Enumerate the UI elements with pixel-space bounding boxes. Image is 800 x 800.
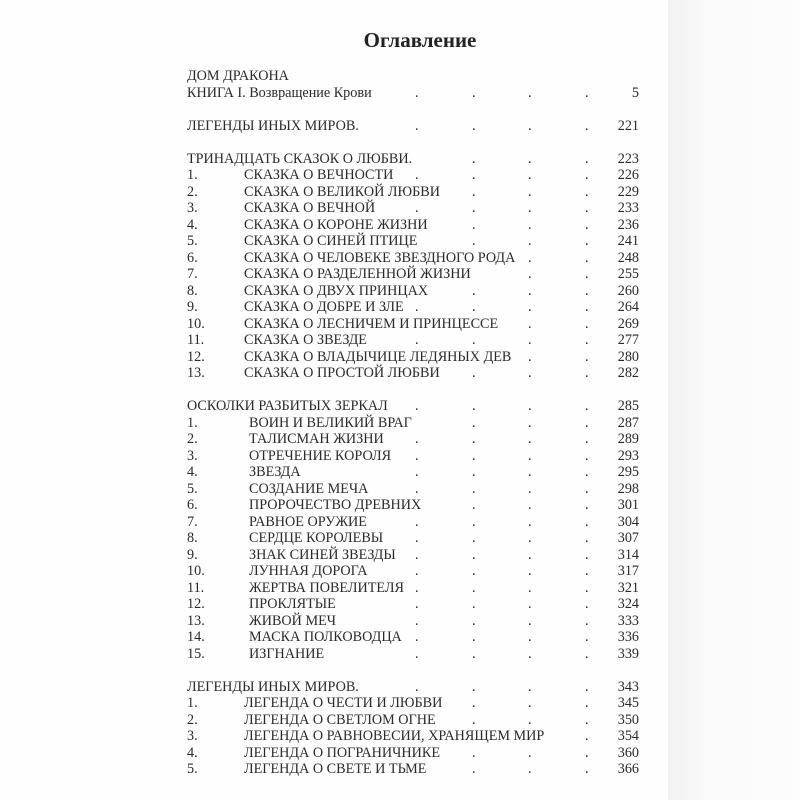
toc-entry: [187, 250, 639, 267]
page-number: 336: [617, 629, 639, 645]
page-number: 339: [617, 645, 639, 662]
leader-dot: .: [585, 579, 589, 596]
entry-title: ПРОРОЧЕСТВО ДРЕВНИХ: [249, 497, 422, 513]
leader-dot: .: [585, 612, 589, 629]
toc-entry: [187, 448, 639, 465]
leader-dot: .: [415, 513, 419, 530]
leader-dot: .: [528, 711, 532, 728]
leader-dot: .: [585, 167, 589, 183]
toc-entry: [187, 431, 639, 448]
section-title: ЛЕГЕНДЫ ИНЫХ МИРОВ.: [187, 117, 359, 134]
entry-title: ЖИВОЙ МЕЧ: [249, 612, 336, 629]
page-number: 269: [617, 315, 639, 332]
leader-dot: .: [585, 249, 589, 266]
leader-dot: .: [528, 233, 532, 249]
leader-dot: .: [415, 530, 419, 546]
spacer: [187, 382, 639, 399]
toc-entry: [187, 349, 639, 366]
toc-entry: [187, 332, 639, 349]
leader-dot: .: [585, 629, 589, 645]
entry-title: СКАЗКА О ДВУХ ПРИНЦАХ: [244, 282, 429, 299]
page-number: 314: [617, 546, 639, 563]
page-number: 345: [617, 695, 639, 711]
leader-dot: .: [472, 513, 476, 530]
leader-dot: .: [585, 348, 589, 365]
leader-dot: .: [585, 480, 589, 497]
leader-dot: .: [472, 447, 476, 464]
table-of-contents: [187, 68, 639, 778]
page-number: 233: [617, 200, 639, 216]
leader-dot: .: [528, 497, 532, 513]
entry-number: 7.: [187, 513, 198, 530]
leader-dot: .: [472, 711, 476, 728]
leader-dot: .: [472, 695, 476, 711]
page-number: 241: [617, 233, 639, 249]
toc-entry: [187, 497, 639, 514]
leader-dot: .: [415, 579, 419, 596]
page-number: 343: [617, 678, 639, 695]
entry-title: ЗВЕЗДА: [249, 464, 301, 480]
page-number: 277: [617, 332, 639, 348]
leader-dot: .: [585, 728, 589, 744]
page-number: 226: [617, 167, 639, 183]
entry-title: СКАЗКА О ДОБРЕ И ЗЛЕ: [244, 299, 404, 315]
page-number: 350: [617, 711, 639, 728]
entry-number: 2.: [187, 711, 198, 728]
leader-dot: .: [415, 546, 419, 563]
leader-dot: .: [528, 150, 532, 167]
leader-dot: .: [472, 299, 476, 315]
leader-dot: .: [528, 200, 532, 216]
leader-dot: .: [415, 612, 419, 629]
entry-number: 4.: [187, 216, 198, 233]
page-number: 229: [617, 183, 639, 200]
leader-dot: .: [472, 398, 476, 414]
leader-dot: .: [415, 596, 419, 612]
entry-title: СКАЗКА О ВЕЧНОСТИ: [244, 167, 394, 183]
page-number: 304: [617, 513, 639, 530]
entry-number: 5.: [187, 233, 198, 249]
leader-dot: .: [585, 150, 589, 167]
leader-dot: .: [472, 282, 476, 299]
entry-title: ЛЕГЕНДА О СВЕТЕ И ТЬМЕ: [244, 761, 427, 777]
page-number: 289: [617, 431, 639, 447]
leader-dot: .: [528, 167, 532, 183]
leader-dot: .: [585, 497, 589, 513]
entry-number: 8.: [187, 282, 198, 299]
toc-entry: [187, 563, 639, 580]
page-number: 264: [617, 299, 639, 315]
leader-dot: .: [472, 629, 476, 645]
leader-dot: .: [585, 332, 589, 348]
toc-entry: [187, 646, 639, 663]
page-number: 255: [617, 266, 639, 282]
page-number: 301: [617, 497, 639, 513]
toc-section-heading: [187, 85, 639, 102]
entry-number: 9.: [187, 546, 198, 563]
toc-entry: [187, 761, 639, 778]
page-number: 280: [617, 348, 639, 365]
leader-dot: .: [472, 216, 476, 233]
entry-title: МАСКА ПОЛКОВОДЦА: [249, 629, 402, 645]
leader-dot: .: [415, 117, 419, 134]
leader-dot: .: [472, 464, 476, 480]
leader-dot: .: [528, 563, 532, 579]
entry-title: СКАЗКА О РАЗДЕЛЕННОЙ ЖИЗНИ: [244, 266, 471, 282]
leader-dot: .: [472, 150, 476, 167]
leader-dot: .: [585, 464, 589, 480]
entry-number: 2.: [187, 183, 198, 200]
page-number: 321: [617, 579, 639, 596]
toc-entry: [187, 415, 639, 432]
toc-entry: [187, 184, 639, 201]
page-number: 260: [617, 282, 639, 299]
leader-dot: .: [472, 546, 476, 563]
entry-title: РАВНОЕ ОРУЖИЕ: [249, 513, 367, 530]
spacer: [187, 134, 639, 151]
leader-dot: .: [528, 315, 532, 332]
entry-title: ЛЕГЕНДА О СВЕТЛОМ ОГНЕ: [244, 711, 436, 728]
entry-title: ПРОКЛЯТЫЕ: [249, 596, 336, 612]
entry-number: 10.: [187, 563, 205, 579]
entry-number: 11.: [187, 332, 205, 348]
entry-number: 12.: [187, 348, 205, 365]
page-number: 298: [617, 480, 639, 497]
section-title: ТРИНАДЦАТЬ СКАЗОК О ЛЮБВИ.: [187, 150, 413, 167]
entry-number: 3.: [187, 728, 198, 744]
entry-title: СОЗДАНИЕ МЕЧА: [249, 480, 369, 497]
leader-dot: .: [528, 117, 532, 134]
leader-dot: .: [585, 414, 589, 431]
leader-dot: .: [528, 414, 532, 431]
leader-dot: .: [528, 579, 532, 596]
leader-dot: .: [585, 530, 589, 546]
leader-dot: .: [472, 431, 476, 447]
page-number: 366: [617, 761, 639, 777]
toc-entry: [187, 167, 639, 184]
leader-dot: .: [415, 398, 419, 414]
toc-entry: [187, 514, 639, 531]
leader-dot: .: [415, 645, 419, 662]
page-number: 307: [617, 530, 639, 546]
leader-dot: .: [415, 167, 419, 183]
entry-title: ЛЕГЕНДА О ПОГРАНИЧНИКЕ: [244, 744, 441, 761]
entry-title: СЕРДЦЕ КОРОЛЕВЫ: [249, 530, 384, 546]
entry-number: 8.: [187, 530, 198, 546]
leader-dot: .: [585, 266, 589, 282]
leader-dot: .: [472, 497, 476, 513]
leader-dot: .: [528, 513, 532, 530]
toc-entry: [187, 745, 639, 762]
section-title: ДОМ ДРАКОНА: [187, 68, 289, 84]
leader-dot: .: [585, 546, 589, 563]
leader-dot: .: [585, 216, 589, 233]
leader-dot: .: [528, 365, 532, 381]
leader-dot: .: [528, 348, 532, 365]
leader-dot: .: [472, 233, 476, 249]
leader-dot: .: [585, 84, 589, 101]
leader-dot: .: [528, 629, 532, 645]
entry-title: ТАЛИСМАН ЖИЗНИ: [249, 431, 384, 447]
leader-dot: .: [585, 315, 589, 332]
leader-dot: .: [528, 398, 532, 414]
leader-dot: .: [472, 563, 476, 579]
leader-dot: .: [585, 282, 589, 299]
page-number: 293: [617, 447, 639, 464]
entry-title: СКАЗКА О ЧЕЛОВЕКЕ ЗВЕЗДНОГО РОДА: [244, 249, 516, 266]
toc-entry: [187, 695, 639, 712]
leader-dot: .: [415, 464, 419, 480]
leader-dot: .: [528, 299, 532, 315]
leader-dot: .: [528, 645, 532, 662]
toc-entry: [187, 580, 639, 597]
toc-entry: [187, 481, 639, 498]
page-number: 285: [617, 398, 639, 414]
page-number: 295: [617, 464, 639, 480]
toc-section-heading: [187, 679, 639, 696]
page-number: 354: [617, 728, 639, 744]
leader-dot: .: [528, 332, 532, 348]
entry-title: ЛЕГЕНДА О ЧЕСТИ И ЛЮБВИ: [244, 695, 443, 711]
toc-entry: [187, 712, 639, 729]
page-number: 324: [617, 596, 639, 612]
entry-number: 15.: [187, 645, 205, 662]
toc-entry: [187, 283, 639, 300]
entry-number: 6.: [187, 249, 198, 266]
toc-entry: [187, 547, 639, 564]
entry-title: СКАЗКА О СИНЕЙ ПТИЦЕ: [244, 233, 418, 249]
leader-dot: .: [528, 183, 532, 200]
entry-number: 14.: [187, 629, 205, 645]
leader-dot: .: [472, 596, 476, 612]
leader-dot: .: [472, 332, 476, 348]
entry-title: СКАЗКА О ВЕЛИКОЙ ЛЮБВИ: [244, 183, 440, 200]
toc-section-heading: [187, 118, 639, 135]
leader-dot: .: [585, 117, 589, 134]
page-number: 248: [617, 249, 639, 266]
leader-dot: .: [585, 233, 589, 249]
leader-dot: .: [415, 629, 419, 645]
leader-dot: .: [528, 84, 532, 101]
spacer: [187, 662, 639, 679]
toc-entry: [187, 613, 639, 630]
entry-title: ОТРЕЧЕНИЕ КОРОЛЯ: [249, 447, 392, 464]
leader-dot: .: [585, 431, 589, 447]
page-title: Оглавление: [363, 28, 477, 52]
leader-dot: .: [528, 744, 532, 761]
leader-dot: .: [585, 299, 589, 315]
leader-dot: .: [528, 266, 532, 282]
leader-dot: .: [585, 563, 589, 579]
section-title: ОСКОЛКИ РАЗБИТЫХ ЗЕРКАЛ: [187, 398, 388, 414]
leader-dot: .: [472, 167, 476, 183]
entry-number: 5.: [187, 480, 198, 497]
leader-dot: .: [585, 183, 589, 200]
toc-entry: [187, 266, 639, 283]
toc-section-heading: [187, 398, 639, 415]
leader-dot: .: [472, 200, 476, 216]
leader-dot: .: [585, 596, 589, 612]
leader-dot: .: [585, 761, 589, 777]
leader-dot: .: [472, 365, 476, 381]
entry-number: 10.: [187, 315, 205, 332]
entry-title: СКАЗКА О КОРОНЕ ЖИЗНИ: [244, 216, 428, 233]
entry-number: 9.: [187, 299, 198, 315]
entry-number: 6.: [187, 497, 198, 513]
entry-title: ИЗГНАНИЕ: [249, 645, 325, 662]
toc-entry: [187, 200, 639, 217]
leader-dot: .: [528, 596, 532, 612]
entry-title: ЛУННАЯ ДОРОГА: [249, 563, 368, 579]
entry-number: 3.: [187, 200, 198, 216]
page-number: 236: [617, 216, 639, 233]
toc-section-heading: [187, 151, 639, 168]
page-number: 317: [617, 563, 639, 579]
leader-dot: .: [415, 678, 419, 695]
leader-dot: .: [472, 761, 476, 777]
leader-dot: .: [472, 414, 476, 431]
leader-dot: .: [585, 695, 589, 711]
leader-dot: .: [585, 398, 589, 414]
toc-section-heading: [187, 68, 639, 85]
leader-dot: .: [415, 431, 419, 447]
leader-dot: .: [472, 117, 476, 134]
leader-dot: .: [585, 744, 589, 761]
page-number: 333: [617, 612, 639, 629]
leader-dot: .: [528, 612, 532, 629]
entry-number: 11.: [187, 579, 205, 596]
entry-title: ВОИН И ВЕЛИКИЙ ВРАГ: [249, 414, 412, 431]
toc-entry: [187, 217, 639, 234]
leader-dot: .: [415, 299, 419, 315]
leader-dot: .: [415, 563, 419, 579]
leader-dot: .: [528, 216, 532, 233]
toc-entry: [187, 299, 639, 316]
toc-entry: [187, 464, 639, 481]
leader-dot: .: [528, 447, 532, 464]
entry-number: 1.: [187, 167, 198, 183]
entry-number: 13.: [187, 612, 205, 629]
leader-dot: .: [415, 332, 419, 348]
entry-title: СКАЗКА О ЗВЕЗДЕ: [244, 332, 367, 348]
leader-dot: .: [472, 645, 476, 662]
page-number: 360: [617, 744, 639, 761]
leader-dot: .: [472, 744, 476, 761]
toc-entry: [187, 316, 639, 333]
toc-entry: [187, 629, 639, 646]
entry-title: ЛЕГЕНДА О РАВНОВЕСИИ, ХРАНЯЩЕМ МИР: [244, 728, 545, 744]
section-title: КНИГА I. Возвращение Крови: [187, 84, 372, 101]
leader-dot: .: [528, 530, 532, 546]
leader-dot: .: [415, 200, 419, 216]
toc-entry: [187, 233, 639, 250]
leader-dot: .: [585, 513, 589, 530]
leader-dot: .: [585, 645, 589, 662]
page-number: 5: [631, 84, 639, 101]
section-title: ЛЕГЕНДЫ ИНЫХ МИРОВ.: [187, 678, 359, 695]
page-number: 282: [617, 365, 639, 381]
entry-title: СКАЗКА О ЛЕСНИЧЕМ И ПРИНЦЕССЕ: [244, 315, 499, 332]
leader-dot: .: [472, 480, 476, 497]
page-number: 287: [617, 414, 639, 431]
toc-entry: [187, 596, 639, 613]
entry-number: 2.: [187, 431, 198, 447]
leader-dot: .: [585, 365, 589, 381]
leader-dot: .: [415, 480, 419, 497]
leader-dot: .: [528, 480, 532, 497]
leader-dot: .: [528, 282, 532, 299]
entry-number: 4.: [187, 464, 198, 480]
page-edge: [668, 0, 800, 800]
leader-dot: .: [585, 200, 589, 216]
entry-number: 4.: [187, 744, 198, 761]
spacer: [187, 101, 639, 118]
entry-number: 13.: [187, 365, 205, 381]
leader-dot: .: [528, 546, 532, 563]
entry-title: ЗНАК СИНЕЙ ЗВЕЗДЫ: [249, 546, 396, 563]
leader-dot: .: [472, 530, 476, 546]
entry-title: СКАЗКА О ВЛАДЫЧИЦЕ ЛЕДЯНЫХ ДЕВ: [244, 348, 512, 365]
entry-number: 12.: [187, 596, 205, 612]
leader-dot: .: [528, 695, 532, 711]
entry-title: СКАЗКА О ПРОСТОЙ ЛЮБВИ: [244, 365, 440, 381]
leader-dot: .: [472, 612, 476, 629]
entry-title: ЖЕРТВА ПОВЕЛИТЕЛЯ: [249, 579, 405, 596]
page-number: 223: [617, 150, 639, 167]
entry-number: 7.: [187, 266, 198, 282]
leader-dot: .: [472, 84, 476, 101]
leader-dot: .: [528, 249, 532, 266]
leader-dot: .: [528, 431, 532, 447]
leader-dot: .: [415, 447, 419, 464]
leader-dot: .: [472, 183, 476, 200]
entry-number: 5.: [187, 761, 198, 777]
leader-dot: .: [585, 447, 589, 464]
leader-dot: .: [528, 678, 532, 695]
leader-dot: .: [585, 678, 589, 695]
leader-dot: .: [415, 84, 419, 101]
entry-title: СКАЗКА О ВЕЧНОЙ: [244, 200, 376, 216]
toc-entry: [187, 728, 639, 745]
leader-dot: .: [528, 761, 532, 777]
entry-number: 1.: [187, 695, 198, 711]
toc-entry: [187, 365, 639, 382]
toc-entry: [187, 530, 639, 547]
leader-dot: .: [472, 579, 476, 596]
page-number: 221: [617, 117, 639, 134]
leader-dot: .: [472, 678, 476, 695]
entry-number: 3.: [187, 447, 198, 464]
entry-number: 1.: [187, 414, 198, 431]
leader-dot: .: [585, 711, 589, 728]
leader-dot: .: [528, 464, 532, 480]
